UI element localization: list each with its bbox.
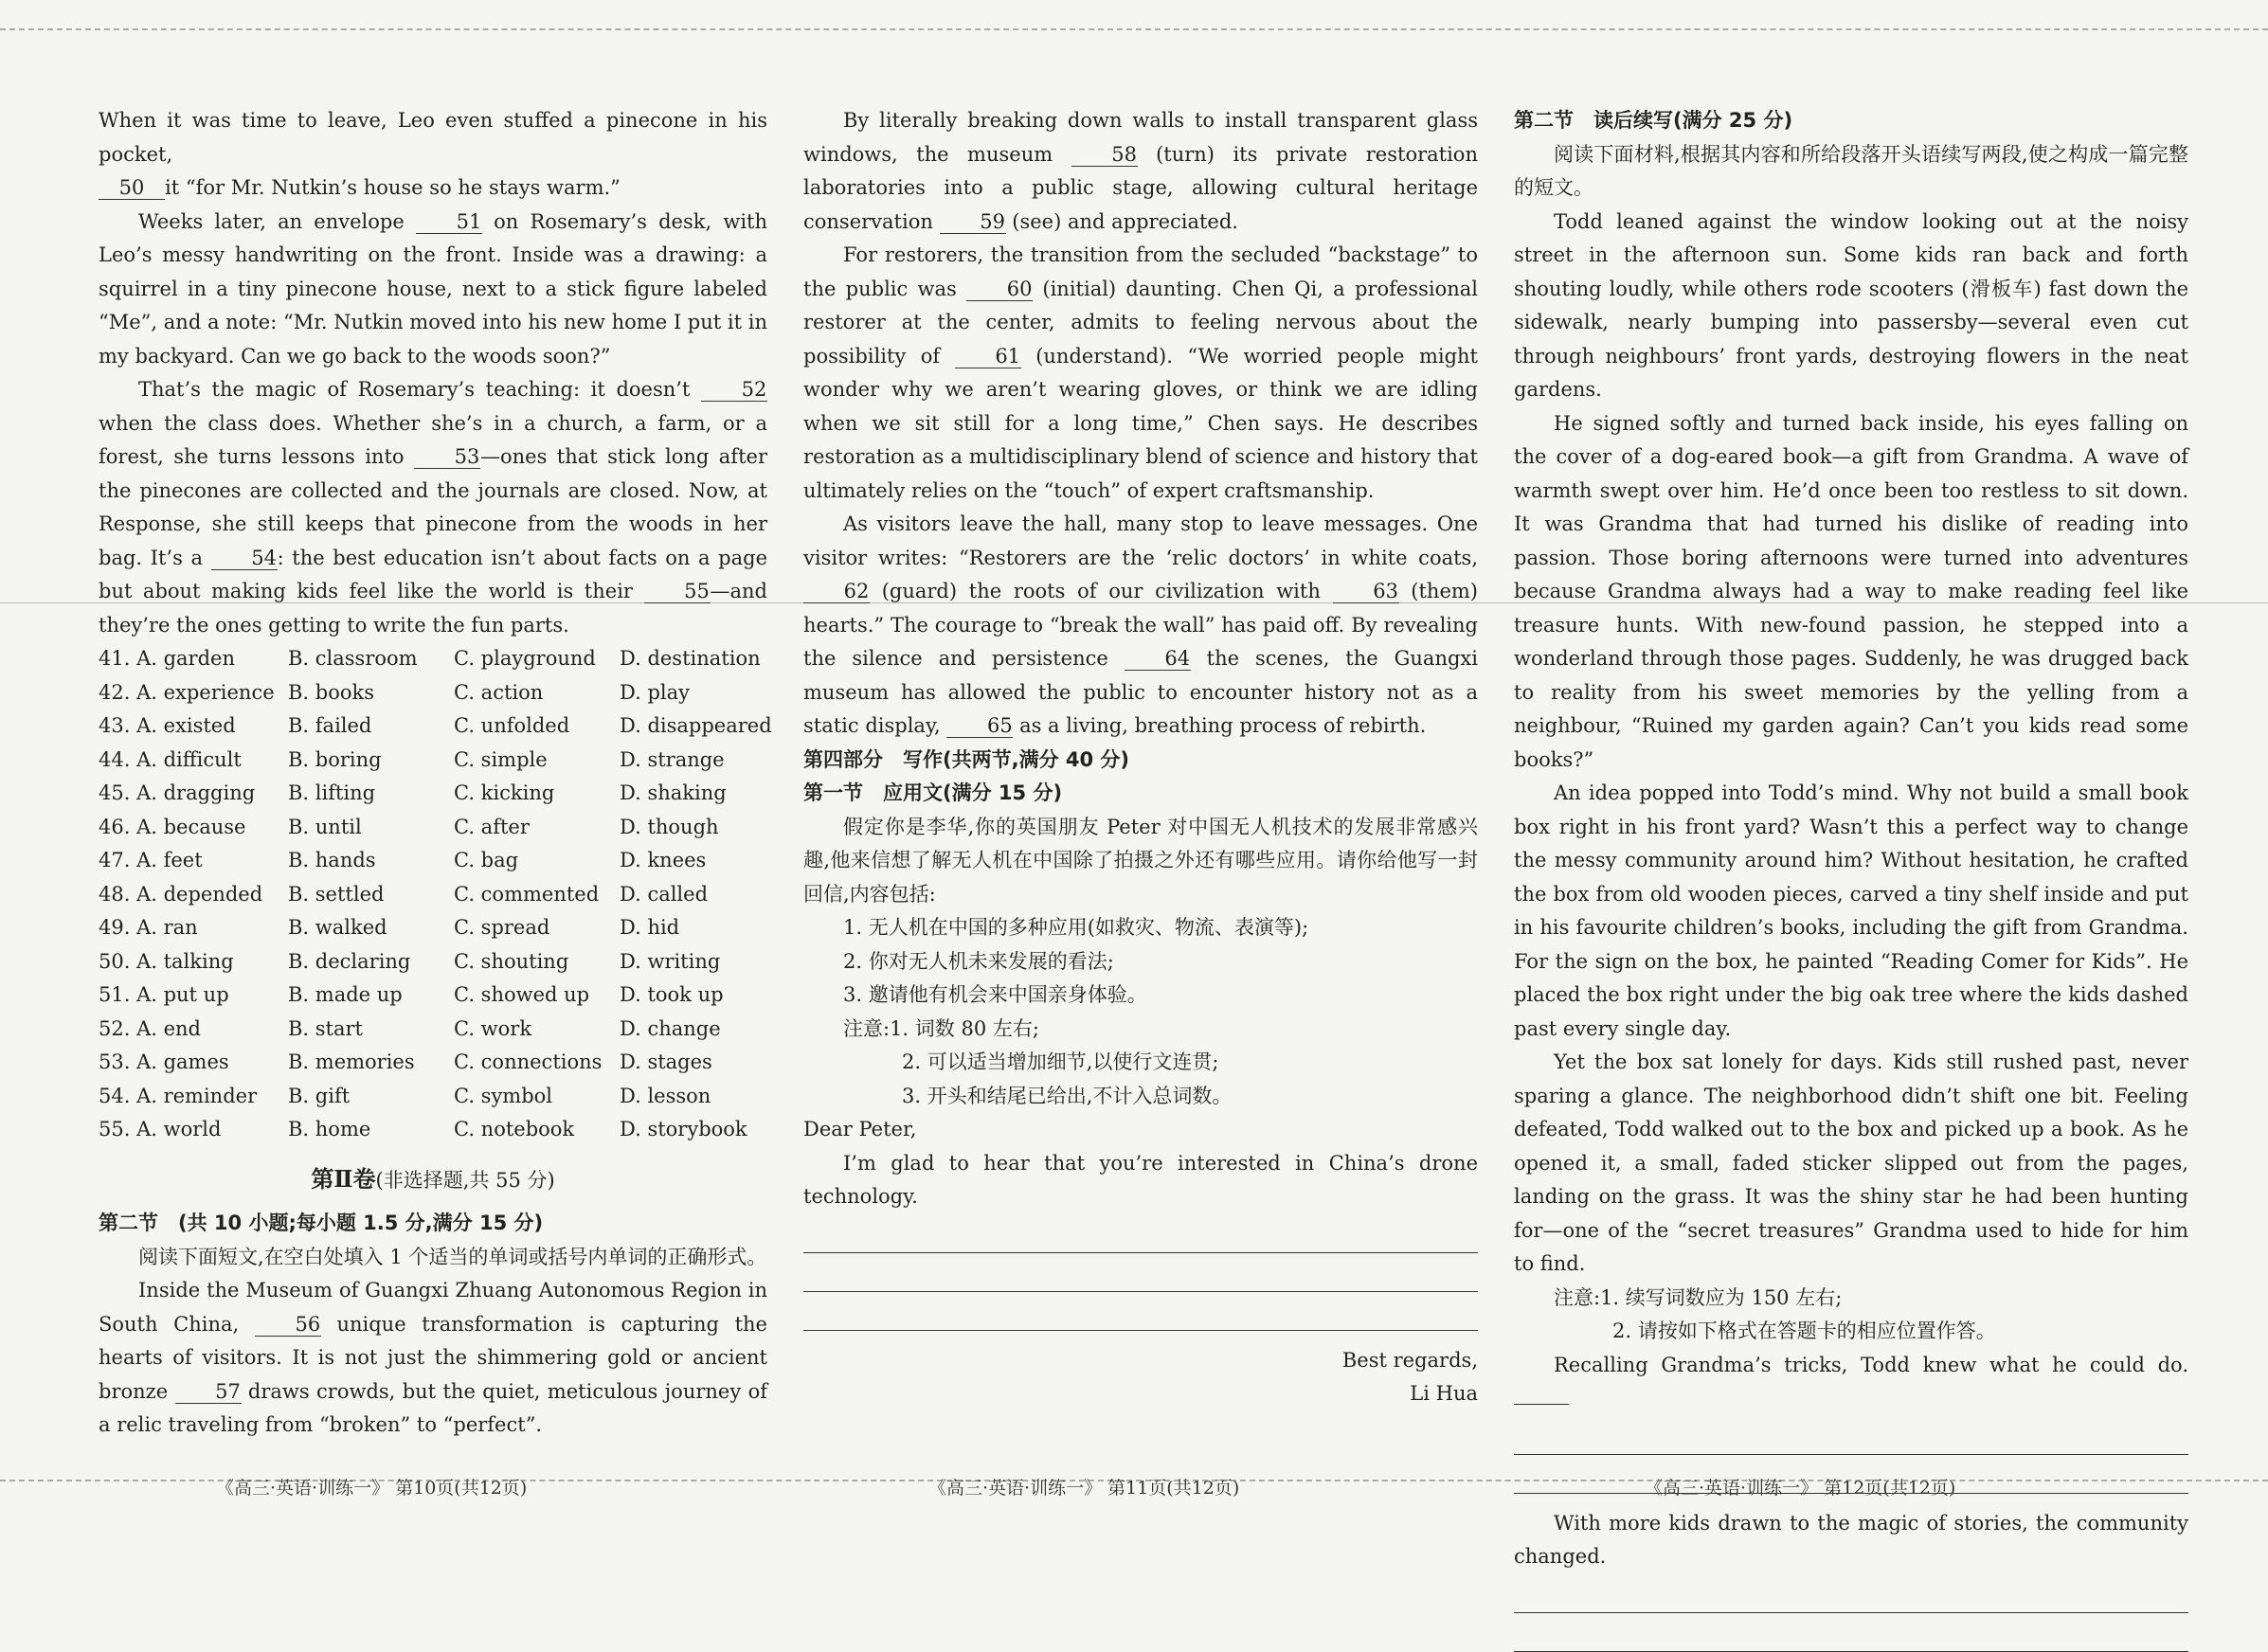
option-choice: B. settled [288, 882, 385, 906]
option-row [99, 1080, 767, 1114]
option-choice: D. stages [620, 1050, 712, 1073]
paragraph: When it was time to leave, Leo even stuffed a pinecone in his pocket, 50 it “for Mr. Nutkin’s house so he stays warm.” [99, 109, 767, 199]
option-choice: C. symbol [454, 1084, 553, 1107]
option-row [99, 844, 767, 878]
blank-53: 53 [414, 445, 480, 469]
blank-52: 52 [701, 378, 767, 402]
option-row [99, 744, 767, 778]
option-choice: C. shouting [454, 949, 569, 973]
option-choice: C. showed up [454, 983, 590, 1006]
option-choice: 43. A. existed [99, 714, 236, 737]
option-choice: B. walked [288, 916, 387, 939]
option-row [99, 945, 767, 979]
note: 注意:1. 续写词数应为 150 左右; [1554, 1285, 1843, 1309]
option-row [99, 979, 767, 1013]
option-choice: D. destination [620, 647, 761, 670]
answer-line[interactable] [803, 1214, 1478, 1253]
option-row [99, 878, 767, 912]
option-choice: C. simple [454, 747, 548, 771]
option-choice: D. play [620, 680, 690, 704]
option-choice: B. start [288, 1016, 363, 1040]
option-choice: B. failed [288, 714, 372, 737]
paragraph: An idea popped into Todd’s mind. Why not build a small book box right in his front yard? Wasn’t this a perfect way to change the messy community around him? Without hesitation, he crafted the box from old wooden pieces, carved a tiny shelf inside and put in his favourite children’s books, including the gift from Grandma. For the sign on the box, he painted “Reading Comer for Kids”. He placed the box right under the big oak tree where the kids dashed past every single day. [1514, 781, 2188, 1040]
blank-60: 60 [966, 278, 1033, 301]
option-choice: C. work [454, 1016, 532, 1040]
instructions: 阅读下面材料,根据其内容和所给段落开头语续写两段,使之构成一篇完整的短文。 [1514, 142, 2188, 199]
note: 2. 可以适当增加细节,以使行文连贯; [902, 1050, 1219, 1073]
option-row [99, 811, 767, 845]
option-choice: D. hid [620, 916, 680, 939]
option-choice: D. though [620, 815, 719, 838]
answer-line[interactable] [1514, 1574, 2188, 1613]
option-choice: B. home [288, 1118, 371, 1140]
option-choice: B. gift [288, 1084, 351, 1107]
option-choice: 44. A. difficult [99, 747, 242, 771]
option-choice: 48. A. depended [99, 882, 263, 906]
answer-line[interactable] [803, 1292, 1478, 1331]
option-choice: B. books [288, 680, 375, 704]
writing-task: 假定你是李华,你的英国朋友 Peter 对中国无人机技术的发展非常感兴趣,他来信想了解无人机在中国除了拍摄之外还有哪些应用。请你给他写一封回信,内容包括: [803, 815, 1478, 906]
option-row [99, 1013, 767, 1047]
continuation-start-1: Recalling Grandma’s tricks, Todd knew what he could do. [1514, 1349, 2188, 1416]
option-choice: B. made up [288, 983, 403, 1006]
note: 3. 开头和结尾已给出,不计入总词数。 [902, 1084, 1233, 1107]
blank-55: 55 [644, 580, 711, 603]
page-footer: 《高三·英语·训练一》 第11页(共12页) [928, 1478, 1240, 1499]
paragraph: For restorers, the transition from the secluded “backstage” to the public was 60 (initial) daunting. Chen Qi, a professional restorer at the center, admits to feeling nervous about the possibility of 61 (understand). “We worried people might wonder why we aren’t wearing gloves, or think we are idling when we sit still for a long time,” Chen says. He describes restoration as a multidisciplinary blend of science and history that ultimately relies on the “touch” of expert craftsmanship. [803, 243, 1478, 502]
page-12-column [1514, 104, 2188, 1652]
option-row [99, 911, 767, 945]
blank-64: 64 [1125, 647, 1191, 671]
blank-61: 61 [955, 345, 1021, 368]
option-choice: 49. A. ran [99, 916, 198, 939]
option-choice: D. took up [620, 983, 724, 1006]
option-choice: B. lifting [288, 781, 376, 804]
blank-57: 57 [175, 1380, 242, 1404]
option-choice: D. disappeared [620, 714, 772, 737]
part-2-heading: 第Ⅱ卷(非选择题,共 55 分) [311, 1164, 555, 1193]
page-footer: 《高三·英语·训练一》 第12页(共12页) [1645, 1478, 1956, 1499]
letter-opening: I’m glad to hear that you’re interested in China’s drone technology. [803, 1151, 1478, 1208]
blank-65: 65 [946, 714, 1013, 738]
answer-line[interactable] [1514, 1613, 2188, 1652]
blank-51: 51 [416, 210, 482, 234]
page-11-column [803, 104, 1478, 1411]
option-choice: C. bag [454, 849, 519, 871]
blank-56: 56 [255, 1313, 321, 1337]
paragraph: Inside the Museum of Guangxi Zhuang Autonomous Region in South China, 56 unique transformation is capturing the hearts of visitors. It is not just the shimmering gold or ancient bronze 57 draws crowds, but the quiet, meticulous journey of a relic traveling from “broken” to “perfect”. [99, 1279, 767, 1436]
paragraph: Yet the box sat lonely for days. Kids still rushed past, never sparing a glance. The neighborhood didn’t shift one bit. Feeling defeated, Todd walked out to the box and picked up a book. As he opened it, a small, faded sticker slipped out from the pages, landing on the grass. It was the shiny star he had been hunting for—one of the “secret treasures” Grandma used to hide for him to find. [1514, 1050, 2188, 1275]
option-choice: 45. A. dragging [99, 781, 256, 804]
option-choice: 41. A. garden [99, 647, 235, 670]
task-point: 1. 无人机在中国的多种应用(如救灾、物流、表演等); [843, 916, 1309, 939]
option-choice: D. writing [620, 949, 721, 973]
instructions: 阅读下面短文,在空白处填入 1 个适当的单词或括号内单词的正确形式。 [138, 1245, 767, 1268]
note: 2. 请按如下格式在答题卡的相应位置作答。 [1612, 1320, 1996, 1342]
part-4-title: 第四部分 写作(共两节,满分 40 分) [803, 747, 1130, 771]
blank-62: 62 [803, 580, 870, 603]
top-cut-line [0, 28, 2268, 30]
option-row [99, 642, 767, 676]
option-choice: D. shaking [620, 781, 727, 804]
paragraph: As visitors leave the hall, many stop to leave messages. One visitor writes: “Restorers are the ‘relic doctors’ in white coats, 62 (guard) the roots of our civilization with 63 (them) hearts.” The courage to “break the wall” has paid off. By revealing the silence and persistence 64 the scenes, the Guangxi museum has allowed the public to encounter history not as a static display, 65 as a living, breathing process of rebirth. [803, 512, 1478, 737]
blank-58: 58 [1071, 143, 1138, 167]
option-choice: B. boring [288, 747, 382, 771]
option-choice: C. commented [454, 882, 600, 906]
closing: Best regards, [1341, 1348, 1478, 1372]
option-choice: C. notebook [454, 1118, 575, 1140]
page-10-column [99, 104, 772, 1443]
task-point: 2. 你对无人机未来发展的看法; [843, 949, 1114, 973]
option-choice: 46. A. because [99, 815, 246, 838]
option-choice: D. called [620, 882, 709, 906]
answer-line[interactable] [1514, 1404, 1569, 1405]
option-choice: 51. A. put up [99, 983, 229, 1006]
option-choice: C. unfolded [454, 714, 570, 737]
option-choice: 47. A. feet [99, 849, 203, 871]
option-choice: D. knees [620, 849, 707, 871]
option-row [99, 709, 772, 744]
task-point: 3. 邀请他有机会来中国亲身体验。 [843, 983, 1147, 1006]
answer-line[interactable] [803, 1253, 1478, 1292]
option-choice: C. spread [454, 916, 550, 939]
option-row [99, 1046, 767, 1080]
option-row [99, 676, 767, 710]
paragraph: He signed softly and turned back inside, his eyes falling on the cover of a dog-eared book—a gift from Grandma. A wave of warmth swept over him. He’d once been too restless to sit down. It was Grandma that had turned his dislike of reading into passion. Those boring afternoons were turned into adventures because Grandma always had a way to make reading feel like treasure hunts. With new-found passion, he stepped into a wonderland through those pages. Suddenly, he was drugged back to reality from his sweet memories by the yelling from a neighbour, “Ruined my garden again? Can’t you kids read some books?” [1514, 411, 2188, 771]
option-choice: 53. A. games [99, 1050, 229, 1073]
blank-63: 63 [1333, 580, 1399, 603]
option-choice: D. change [620, 1016, 721, 1040]
option-choice: C. kicking [454, 781, 555, 804]
option-choice: 42. A. experience [99, 680, 275, 704]
note: 注意:1. 词数 80 左右; [843, 1016, 1039, 1040]
option-choice: B. until [288, 815, 362, 838]
answer-options [99, 642, 772, 1147]
paragraph: Todd leaned against the window looking out at the noisy street in the afternoon sun. Some kids ran back and forth shouting loudly, while others rode scooters (滑板车) fast down the sidewalk, nearly bumping into passersby—several even cut through neighbours’ front yards, destroying flowers in the neat gardens. [1514, 209, 2188, 401]
signature: Li Hua [1410, 1382, 1478, 1405]
continuation-start-2: With more kids drawn to the magic of stories, the community changed. [1514, 1511, 2188, 1568]
option-choice: 50. A. talking [99, 949, 234, 973]
option-choice: C. action [454, 680, 544, 704]
option-choice: 54. A. reminder [99, 1084, 258, 1107]
answer-line[interactable] [1514, 1416, 2188, 1455]
option-choice: D. lesson [620, 1084, 711, 1107]
section-title: 第二节 读后续写(满分 25 分) [1514, 109, 1793, 132]
option-choice: 55. A. world [99, 1118, 222, 1140]
blank-54: 54 [211, 547, 278, 570]
option-choice: B. declaring [288, 949, 411, 973]
option-choice: 52. A. end [99, 1016, 201, 1040]
option-choice: D. storybook [620, 1118, 747, 1140]
salutation: Dear Peter, [803, 1118, 917, 1140]
blank-59: 59 [940, 210, 1006, 234]
option-choice: C. connections [454, 1050, 603, 1073]
page-footer: 《高三·英语·训练一》 第10页(共12页) [216, 1478, 528, 1499]
section-title: 第一节 应用文(满分 15 分) [803, 781, 1063, 804]
section-title: 第二节 (共 10 小题;每小题 1.5 分,满分 15 分) [99, 1212, 544, 1234]
option-row [99, 1113, 767, 1147]
option-choice: D. strange [620, 747, 725, 771]
paragraph: By literally breaking down walls to install transparent glass windows, the museum 58 (turn) its private restoration laboratories into a public stage, allowing cultural heritage conservation 59 (see) and appreciated. [803, 109, 1478, 233]
paragraph: That’s the magic of Rosemary’s teaching: it doesn’t 52 when the class does. Whether she’s in a church, a farm, or a forest, she turns lessons into 53—ones that stick long after the pinecones are collected and the journals are closed. Now, at Response, she still keeps that pinecone from the woods in her bag. It’s a 54: the best education isn’t about facts on a page but about making kids feel like the world is their 55—and they’re the ones getting to write the fun parts. [99, 378, 768, 637]
option-row [99, 777, 767, 811]
option-choice: B. classroom [288, 647, 418, 670]
option-choice: B. hands [288, 849, 376, 871]
blank-50: 50 [99, 176, 165, 200]
option-choice: C. after [454, 815, 530, 838]
option-choice: B. memories [288, 1050, 415, 1073]
paragraph: Weeks later, an envelope 51 on Rosemary’s desk, with Leo’s messy handwriting on the front. Inside was a drawing: a squirrel in a tiny pinecone house, next to a stick figure labeled “Me”, and a note: “Mr. Nutkin moved into his new home I put it in my backyard. Can we go back to the woods soon?” [99, 209, 767, 368]
option-choice: C. playground [454, 647, 596, 670]
